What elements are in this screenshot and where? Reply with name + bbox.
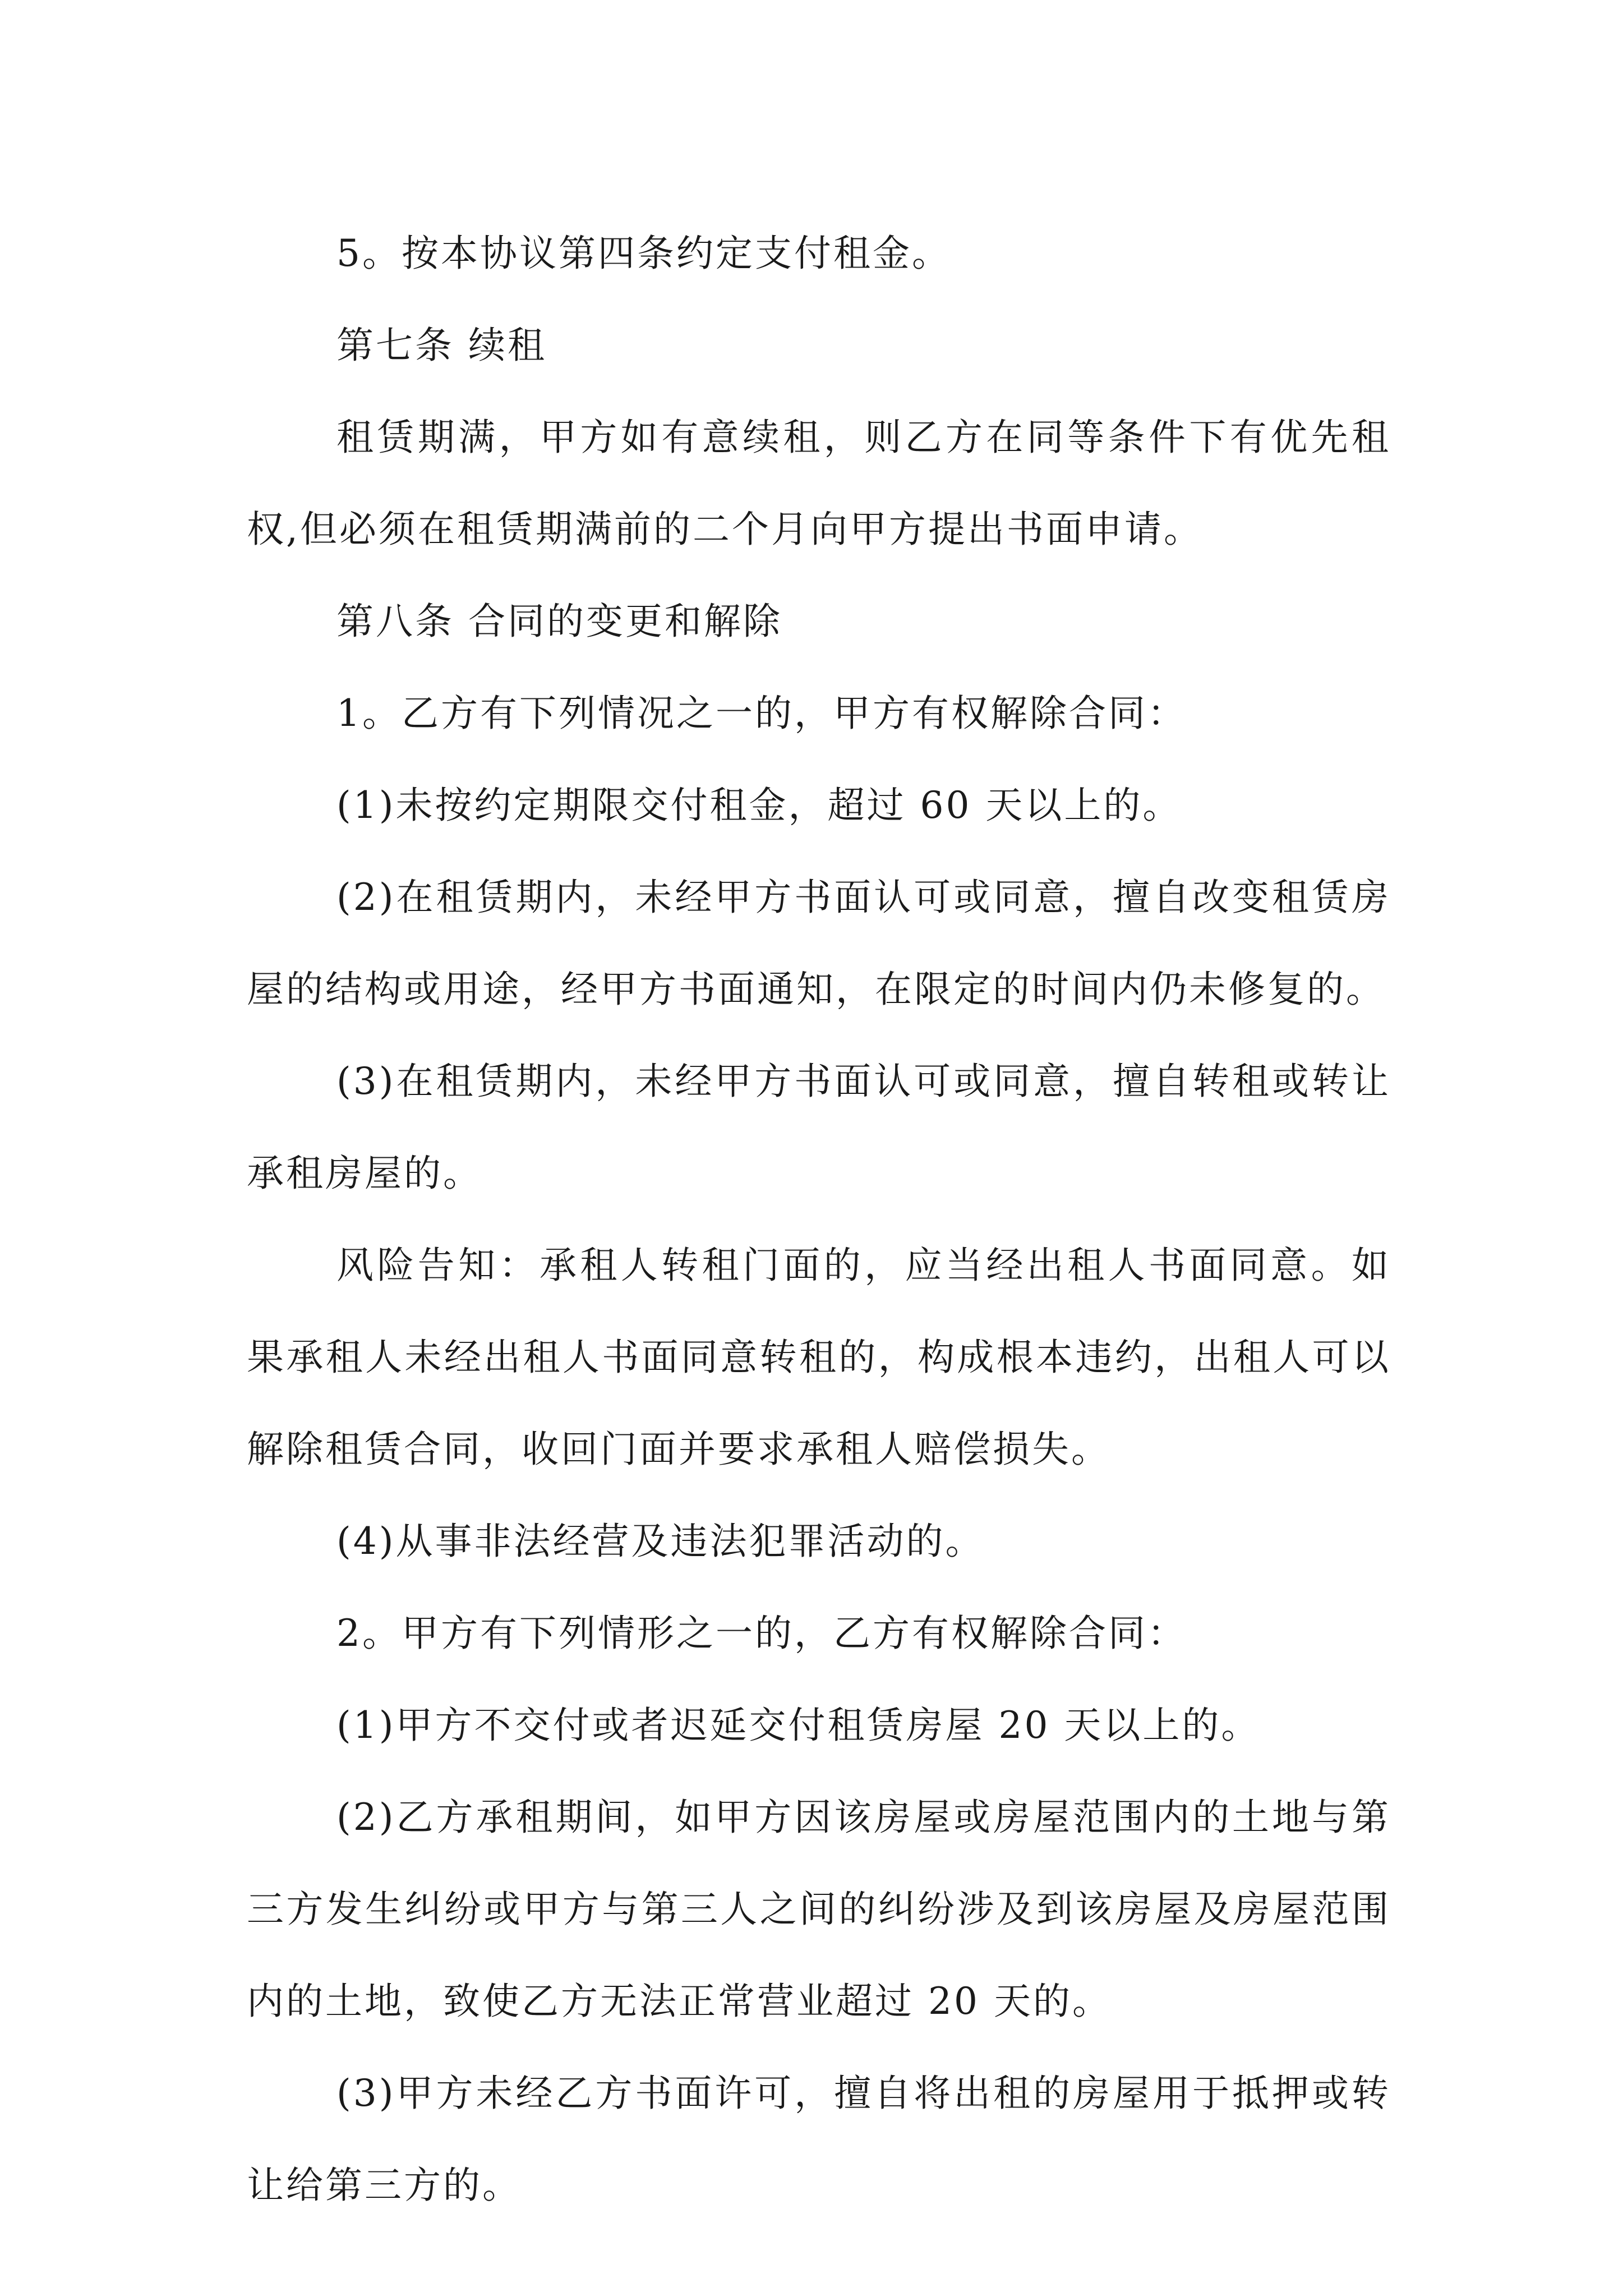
paragraph-item-1-delivery: (1)甲方不交付或者迟延交付租赁房屋 20 天以上的。	[336, 1704, 1261, 1747]
document-body	[247, 208, 1391, 2231]
paragraph-renewal: 租赁期满，甲方如有意续租，则乙方在同等条件下有优先租权,但必须在租赁期满前的二个月向甲方提出书面申请。	[247, 416, 1391, 551]
heading-article-8: 第八条 合同的变更和解除	[336, 600, 782, 643]
paragraph-item-2-alteration: (2)在租赁期内，未经甲方书面认可或同意，擅自改变租赁房屋的结构或用途，经甲方书面通知，在限定的时间内仍未修复的。	[247, 876, 1391, 1011]
heading-article-7: 第七条 续租	[336, 324, 547, 367]
paragraph-landlord-termination: 1。乙方有下列情况之一的，甲方有权解除合同：	[336, 692, 1187, 735]
paragraph-item-2-dispute: (2)乙方承租期间，如甲方因该房屋或房屋范围内的土地与第三方发生纠纷或甲方与第三人之间的纠纷涉及到该房屋及房屋范围内的土地，致使乙方无法正常营业超过 20 天的。	[247, 1796, 1391, 2023]
paragraph-item-3-mortgage: (3)甲方未经乙方书面许可，擅自将出租的房屋用于抵押或转让给第三方的。	[247, 2072, 1391, 2207]
paragraph-tenant-termination: 2。甲方有下列情形之一的，乙方有权解除合同：	[336, 1612, 1187, 1655]
paragraph-item-1-late-rent: (1)未按约定期限交付租金，超过 60 天以上的。	[336, 784, 1182, 827]
paragraph-rent-payment: 5。按本协议第四条约定支付租金。	[336, 232, 951, 275]
paragraph-risk-notice: 风险告知：承租人转租门面的，应当经出租人书面同意。如果承租人未经出租人书面同意转租的，构成根本违约，出租人可以解除租赁合同，收回门面并要求承租人赔偿损失。	[247, 1244, 1391, 1471]
paragraph-item-4-illegal: (4)从事非法经营及违法犯罪活动的。	[336, 1520, 985, 1563]
paragraph-item-3-sublease: (3)在租赁期内，未经甲方书面认可或同意，擅自转租或转让承租房屋的。	[247, 1060, 1391, 1195]
